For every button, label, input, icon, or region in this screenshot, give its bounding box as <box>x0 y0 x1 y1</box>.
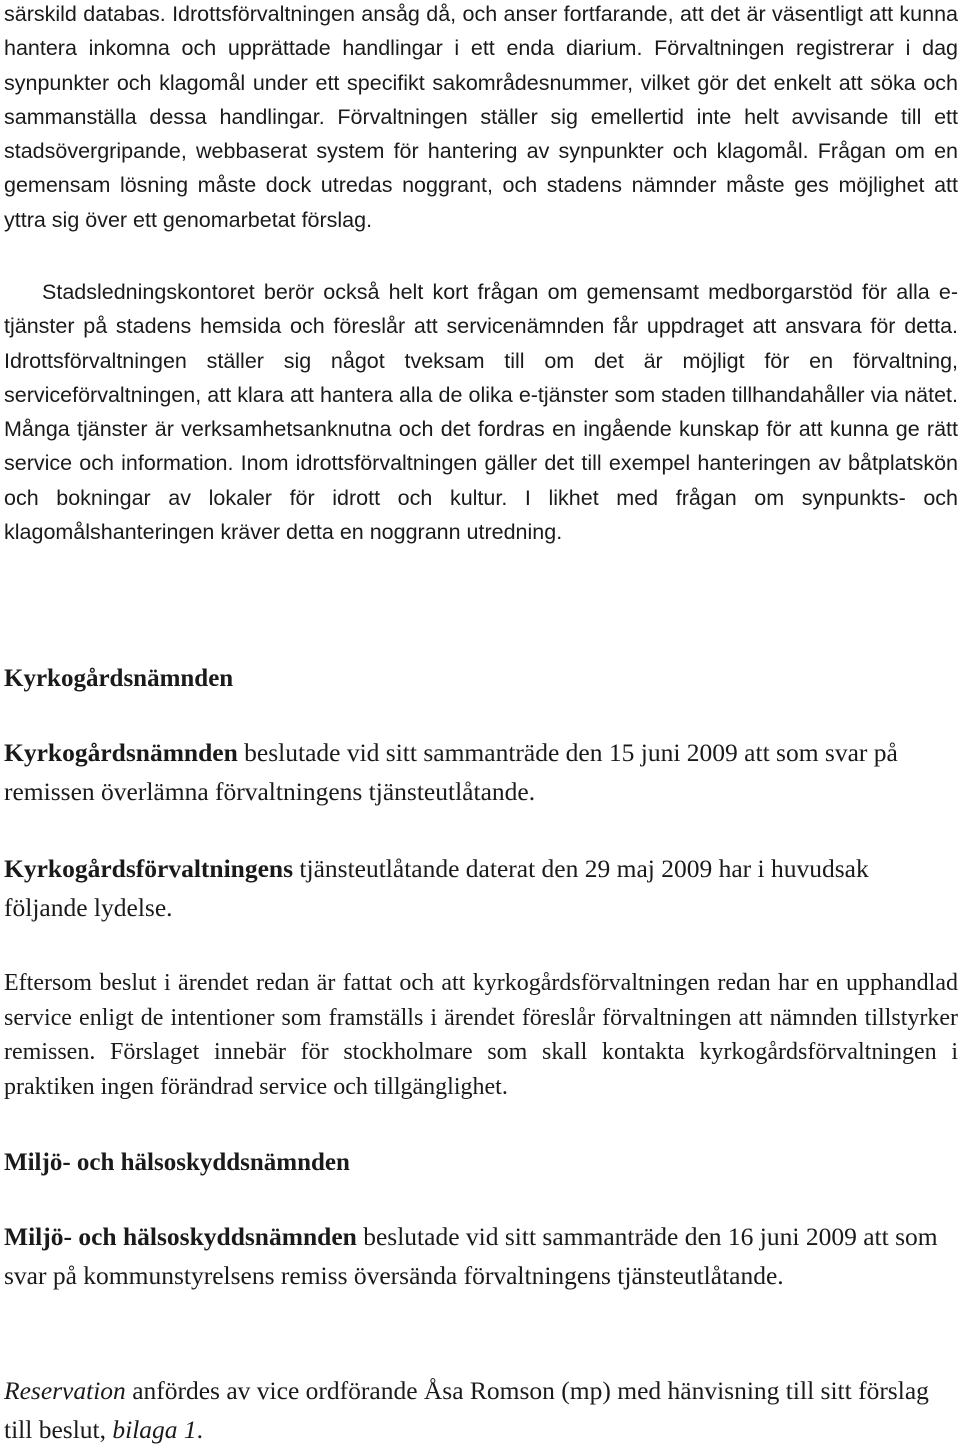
bold-miljo-halsoskydd: Miljö- och hälsoskyddsnämnden <box>4 1222 357 1251</box>
paragraph-kyrkogard-tjansteutlatande <box>4 850 958 927</box>
paragraph-intro: särskild databas. Idrottsförvaltningen ansåg då, och anser fortfarande, att det är väsentligt att kunna hantera inkomna och upprättade handlingar i ett enda diarium. Förvaltningen registrerar i dag synpunkter och klagomål under ett specifikt sakområdesnummer, vilket gör det enkelt att söka och sammanställa dessa handlingar. Förvaltningen ställer sig emellertid inte helt avvisande till ett stadsövergripande, webbaserat system för hantering av synpunkter och klagomål. Frågan om en gemensam lösning måste dock utredas noggrant, och stadens nämnder måste ges möjlighet att yttra sig över ett genomarbetat förslag. <box>4 2 958 232</box>
text-kyrkogard-beslut: beslutade vid sitt sammanträde den 15 juni 2009 att som svar på remissen överlämna förvaltningens tjänsteutlåtande. <box>4 738 898 806</box>
italic-reservation: Reservation <box>4 1376 126 1405</box>
paragraph-kyrkogard-beslut <box>4 734 958 811</box>
text-miljo-beslut: beslutade vid sitt sammanträde den 16 juni 2009 att som svar på kommunstyrelsens remiss översända förvaltningens tjänsteutlåtande. <box>4 1222 938 1290</box>
bold-kyrkogardsnamnden: Kyrkogårdsnämnden <box>4 738 238 767</box>
text-kyrkogard-tjansteutlatande: tjänsteutlåtande daterat den 29 maj 2009 har i huvudsak följande lydelse. <box>4 854 869 922</box>
bold-kyrkogardsforvaltningens: Kyrkogårdsförvaltningens <box>4 854 294 883</box>
italic-bilaga: bilaga 1 <box>112 1414 197 1444</box>
paragraph-kyrkogard-forslag: Eftersom beslut i ärendet redan är fattat och att kyrkogårdsförvaltningen redan har en upphandlad service enligt de intentioner som framställs i ärendet föreslår förvaltningen att nämnden tillstyrker remissen. Förslaget innebär för stockholmare som skall kontakta kyrkogårdsförvaltningen i praktiken ingen förändrad service och tillgänglighet. <box>4 970 958 1100</box>
heading-kyrkogardsnamnden: Kyrkogårdsnämnden <box>4 665 234 692</box>
heading-miljo-halsoskydd: Miljö- och hälsoskyddsnämnden <box>4 1149 350 1176</box>
paragraph-medborgarstod: Stadsledningskontoret berör också helt kort frågan om gemensamt medborgarstöd för alla e-tjänster på stadens hemsida och föreslår att servicenämnden får uppdraget att ansvara för detta. Idrottsförvaltningen ställer sig något tveksam till om det är möjligt för en förvaltning, serviceförvaltningen, att klara att hantera alla de olika e-tjänster som staden tillhandahåller via nätet. Många tjänster är verksamhetsanknutna och det fordras en ingående kunskap för att kunna ge rätt service och information. Inom idrottsförvaltningen gäller det till exempel hanteringen av båtplatskön och bokningar av lokaler för idrott och kultur. I likhet med frågan om synpunkts- och klagomålshanteringen kräver detta en noggrann utredning. <box>4 280 958 545</box>
text-reservation: anfördes av vice ordförande Åsa Romson (mp) med hänvisning till sitt förslag till beslut, <box>4 1376 929 1444</box>
paragraph-reservation <box>4 1372 958 1449</box>
paragraph-miljo-beslut <box>4 1218 958 1295</box>
text-reservation-end: . <box>196 1414 204 1444</box>
